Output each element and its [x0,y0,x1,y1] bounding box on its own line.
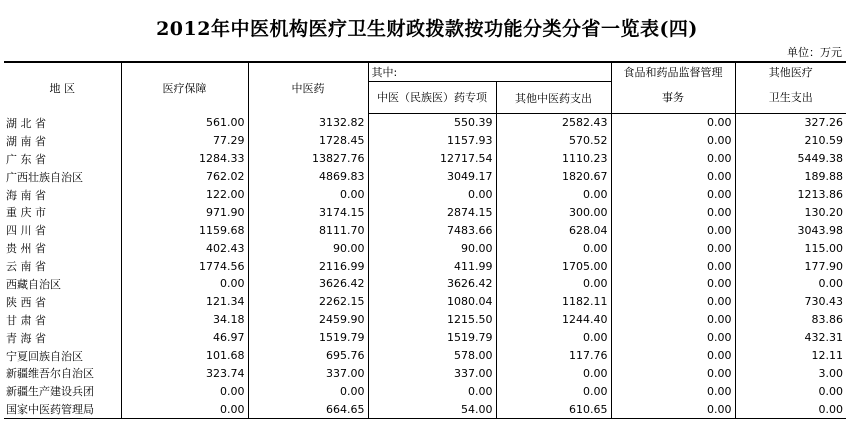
cell-food-drug: 0.00 [611,203,735,221]
cell-food-drug: 0.00 [611,347,735,365]
cell-tcm: 13827.76 [248,150,368,168]
header-food-drug-bottom: 事务 [611,82,735,114]
cell-region: 新疆生产建设兵团 [4,382,121,400]
table-row [4,364,846,382]
cell-medical: 34.18 [121,311,248,329]
table-row [4,186,846,204]
cell-other-med: 12.11 [811,349,843,363]
cell-tcm: 2262.15 [248,293,368,311]
header-region: 地 区 [4,62,121,114]
cell-food-drug: 0.00 [611,311,735,329]
table-row [4,257,846,275]
cell-other-tcm: 0.00 [496,239,611,257]
cell-other-med: 0.00 [735,400,846,418]
cell-medical: 46.97 [121,329,248,347]
header-other-med-bottom: 卫生支出 [735,82,846,114]
cell-region: 新疆维吾尔自治区 [4,364,121,382]
cell-region: 青 海 省 [4,329,121,347]
header-other-med-top: 其他医疗 [735,62,846,82]
cell-ethnic: 411.99 [368,257,496,275]
cell-other-tcm: 0.00 [496,275,611,293]
cell-other-med: 432.31 [804,331,843,345]
table-row [4,400,846,418]
cell-food-drug: 0.00 [611,382,735,400]
cell-medical: 762.02 [121,168,248,186]
cell-tcm: 695.76 [248,347,368,365]
cell-other-tcm: 1110.23 [496,150,611,168]
cell-food-drug: 0.00 [611,400,735,418]
cell-medical: 122.00 [121,186,248,204]
cell-tcm: 4869.83 [248,168,368,186]
cell-ethnic: 12717.54 [368,150,496,168]
cell-medical: 1159.68 [121,221,248,239]
header-food-drug-top: 食品和药品监督管理 [611,62,735,82]
cell-region: 广西壮族自治区 [4,168,121,186]
table-row [4,114,846,132]
header-ethnic: 中医（民族医）药专项 [368,82,496,114]
cell-other-tcm: 1182.11 [496,293,611,311]
cell-ethnic: 3049.17 [368,168,496,186]
cell-other-med: 115.00 [804,241,843,255]
cell-region: 四 川 省 [4,221,121,239]
cell-tcm: 3174.15 [248,203,368,221]
cell-medical: 561.00 [121,114,248,132]
cell-tcm: 8111.70 [248,221,368,239]
cell-medical: 121.34 [121,293,248,311]
cell-other-tcm: 117.76 [496,347,611,365]
cell-ethnic: 3626.42 [368,275,496,293]
cell-other-med: 83.86 [811,313,843,327]
cell-ethnic: 550.39 [368,114,496,132]
cell-food-drug: 0.00 [611,364,735,382]
cell-other-med: 0.00 [818,277,843,291]
cell-medical: 0.00 [121,400,248,418]
cell-ethnic: 54.00 [368,400,496,418]
cell-other-med: 130.20 [804,205,843,219]
cell-tcm: 0.00 [248,186,368,204]
header-medical: 医疗保障 [121,62,248,114]
cell-tcm: 3626.42 [248,275,368,293]
cell-region: 西藏自治区 [4,275,121,293]
cell-tcm: 337.00 [248,364,368,382]
cell-ethnic: 0.00 [368,186,496,204]
cell-tcm: 1728.45 [248,132,368,150]
cell-other-tcm: 2582.43 [496,114,611,132]
cell-ethnic: 7483.66 [368,221,496,239]
cell-food-drug: 0.00 [611,239,735,257]
cell-region: 宁夏回族自治区 [4,347,121,365]
cell-medical: 1284.33 [121,150,248,168]
cell-food-drug: 0.00 [611,168,735,186]
cell-food-drug: 0.00 [611,221,735,239]
cell-region: 广 东 省 [4,150,121,168]
cell-medical: 101.68 [121,347,248,365]
cell-other-med: 177.90 [804,259,843,273]
cell-other-tcm: 0.00 [496,186,611,204]
cell-other-tcm: 628.04 [496,221,611,239]
cell-tcm: 1519.79 [248,329,368,347]
cell-region: 海 南 省 [4,186,121,204]
cell-ethnic: 0.00 [368,382,496,400]
cell-ethnic: 337.00 [368,364,496,382]
cell-ethnic: 1215.50 [368,311,496,329]
cell-tcm: 2116.99 [248,257,368,275]
cell-other-tcm: 1705.00 [496,257,611,275]
table-row [4,275,846,293]
cell-other-med: 1213.86 [797,188,843,201]
table-row [4,239,846,257]
cell-other-med: 5449.38 [797,152,843,166]
cell-other-tcm: 1820.67 [496,168,611,186]
cell-food-drug: 0.00 [611,293,735,311]
cell-medical: 1774.56 [121,257,248,275]
cell-other-med: 3.00 [818,366,843,380]
cell-medical: 323.74 [121,364,248,382]
cell-ethnic: 90.00 [368,239,496,257]
cell-ethnic: 578.00 [368,347,496,365]
cell-food-drug: 0.00 [611,186,735,204]
cell-tcm: 0.00 [248,382,368,400]
table-row [4,382,846,400]
cell-other-tcm: 610.65 [496,400,611,418]
header-among: 其中: [368,62,611,82]
cell-food-drug: 0.00 [611,257,735,275]
cell-tcm: 2459.90 [248,311,368,329]
table-body [4,114,846,419]
cell-food-drug: 0.00 [611,329,735,347]
table-row [4,132,846,150]
table-row [4,311,846,329]
finance-table [4,61,846,419]
table-row [4,329,846,347]
cell-other-med: 0.00 [818,384,843,398]
cell-food-drug: 0.00 [611,132,735,150]
cell-other-med: 3043.98 [797,223,843,237]
cell-food-drug: 0.00 [611,275,735,293]
cell-other-med: 730.43 [804,295,843,309]
header-row-1 [4,62,846,82]
cell-other-med: 327.26 [804,116,843,130]
cell-other-tcm: 570.52 [496,132,611,150]
cell-other-tcm: 0.00 [496,364,611,382]
cell-tcm: 90.00 [248,239,368,257]
cell-region: 贵 州 省 [4,239,121,257]
cell-other-med: 189.88 [804,170,843,184]
table-row [4,293,846,311]
cell-medical: 0.00 [121,382,248,400]
cell-other-tcm: 1244.40 [496,311,611,329]
table-row [4,150,846,168]
cell-region: 重 庆 市 [4,203,121,221]
cell-food-drug: 0.00 [611,114,735,132]
page-title: 2012年中医机构医疗卫生财政拨款按功能分类分省一览表(四) [156,18,698,40]
table-row [4,203,846,221]
cell-region: 甘 肃 省 [4,311,121,329]
cell-medical: 402.43 [121,239,248,257]
header-other-tcm: 其他中医药支出 [496,82,611,114]
cell-tcm: 3132.82 [248,114,368,132]
cell-ethnic: 1080.04 [368,293,496,311]
cell-region: 陕 西 省 [4,293,121,311]
cell-medical: 77.29 [121,132,248,150]
cell-ethnic: 1157.93 [368,132,496,150]
header-tcm: 中医药 [248,62,368,114]
cell-food-drug: 0.00 [611,150,735,168]
table-row [4,221,846,239]
cell-region: 云 南 省 [4,257,121,275]
cell-ethnic: 2874.15 [368,203,496,221]
cell-other-tcm: 0.00 [496,329,611,347]
cell-other-tcm: 0.00 [496,382,611,400]
cell-medical: 0.00 [121,275,248,293]
table-row [4,168,846,186]
cell-region: 湖 北 省 [4,114,121,132]
cell-other-med: 210.59 [804,134,843,148]
cell-region: 湖 南 省 [4,132,121,150]
cell-region: 国家中医药管理局 [4,400,121,418]
cell-medical: 971.90 [121,203,248,221]
unit-label: 单位：万元 [787,46,842,59]
cell-ethnic: 1519.79 [368,329,496,347]
cell-tcm: 664.65 [248,400,368,418]
cell-other-tcm: 300.00 [496,203,611,221]
table-row [4,347,846,365]
